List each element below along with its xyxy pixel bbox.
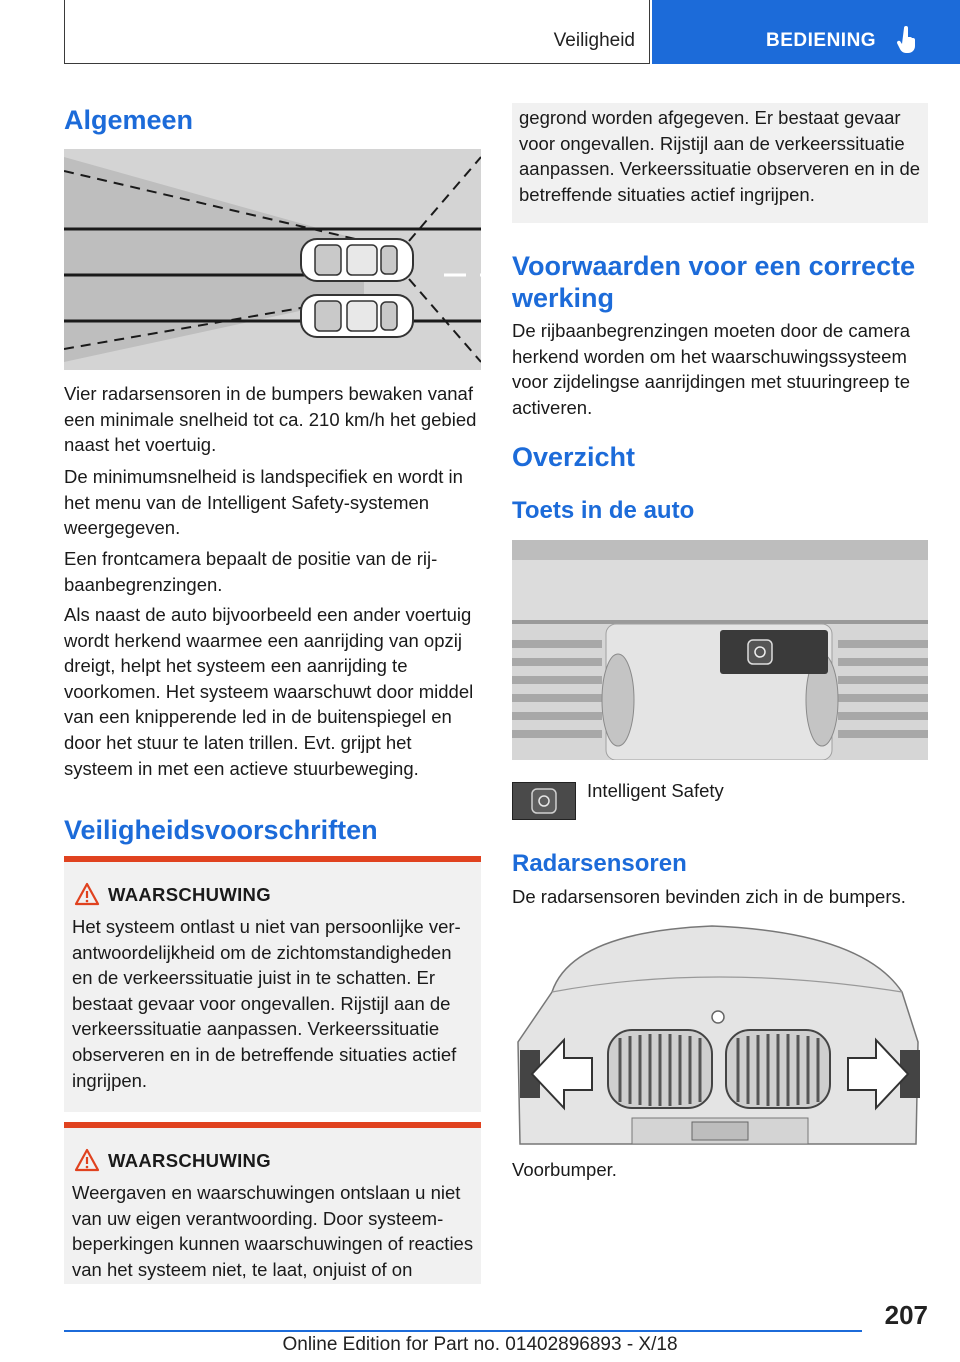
paragraph-radar-sensors: De radarsensoren bevinden zich in de bumpers. [512, 886, 906, 907]
warning-box-2 [64, 1122, 481, 1284]
warning-text-2: Weergaven en waarschuwingen ontslaan u niet van uw eigen verantwoording. Door systeembeperkingen kunnen waarschuwingen of reacties van het systeem niet, te laat, onjuist of on [72, 1182, 474, 1280]
footer-divider [64, 1330, 862, 1332]
caption-front-bumper: Voorbumper. [512, 1159, 617, 1180]
front-bumper-illustration [512, 922, 928, 1146]
warning-triangle-icon [74, 882, 100, 906]
paragraph-function: Als naast de auto bijvoorbeeld een ander voertuig wordt herkend waarmee een aanrijding van opzij dreigt, helpt het systeem een aanrijding te voorkomen. Het systeem waarschuwt door middel van een knipperende led in de buitenspiegel en door het stuur te laten trillen. Evt. grijpt het systeem in met een actieve stuurbeweging. [64, 604, 474, 779]
warning-continuation-box [512, 103, 928, 223]
heading-requirements: Voorwaarden voor een correcte werking [512, 251, 916, 313]
intelligent-safety-button-icon [512, 782, 576, 820]
warning-triangle-icon [74, 1148, 100, 1172]
pointing-hand-icon [896, 26, 918, 54]
chapter-tab-label: BEDIENING [766, 30, 877, 51]
warning-title-1: WAARSCHUWING [108, 884, 271, 905]
footer-edition: Online Edition for Part no. 01402896893 - X/18 [282, 1334, 678, 1355]
heading-radar-sensors: Radarsensoren [512, 850, 687, 877]
dashboard-button-photo [512, 540, 928, 760]
header-frame [64, 0, 650, 64]
paragraph-min-speed: De minimumsnelheid is landspecifiek en wordt in het menu van de Intelligent Safety-systemen weergegeven. [64, 466, 463, 539]
paragraph-intro: Vier radarsensoren in de bumpers bewaken vanaf een minimale snelheid tot ca. 210 km/h het gebied naast het voertuig. [64, 383, 477, 456]
paragraph-camera: Een frontcamera bepaalt de positie van de rijbaanbegrenzingen. [64, 548, 438, 595]
heading-overview: Overzicht [512, 442, 636, 472]
heading-safety: Veiligheidsvoorschriften [64, 815, 378, 845]
warning-title-2: WAARSCHUWING [108, 1150, 271, 1171]
radar-coverage-illustration [64, 149, 481, 370]
button-label-intelligent-safety: Intelligent Safety [587, 780, 724, 801]
page-number: 207 [884, 1300, 928, 1330]
section-title: Veiligheid [553, 30, 635, 51]
warning-text-2-continued: gegrond worden afgegeven. Er bestaat gevaar voor ongevallen. Rijstijl aan de verkeerssituatie aanpassen. Verkeerssituatie observeren en in de betreffende situaties actief ingrijpen. [519, 107, 921, 205]
heading-button-in-car: Toets in de auto [512, 497, 695, 524]
paragraph-requirements: De rijbaanbegrenzingen moeten door de camera herkend worden om het waarschuwingssysteem voor zijdelingse aanrijdingen met stuuringreep te activeren. [512, 320, 911, 418]
heading-general: Algemeen [64, 105, 194, 135]
chapter-tab[interactable] [652, 0, 960, 64]
warning-text-1: Het systeem ontlast u niet van persoonlijke verantwoordelijkheid om de zichtomstandigheden en de verkeerssituatie juist in te schatten. Er bestaat gevaar voor ongevallen. Rijstijl aan de verkeerssituatie aanpassen. Verkeerssituatie observeren en in de betreffende situaties actief ingrijpen. [72, 916, 461, 1091]
warning-box-1 [64, 856, 481, 1112]
